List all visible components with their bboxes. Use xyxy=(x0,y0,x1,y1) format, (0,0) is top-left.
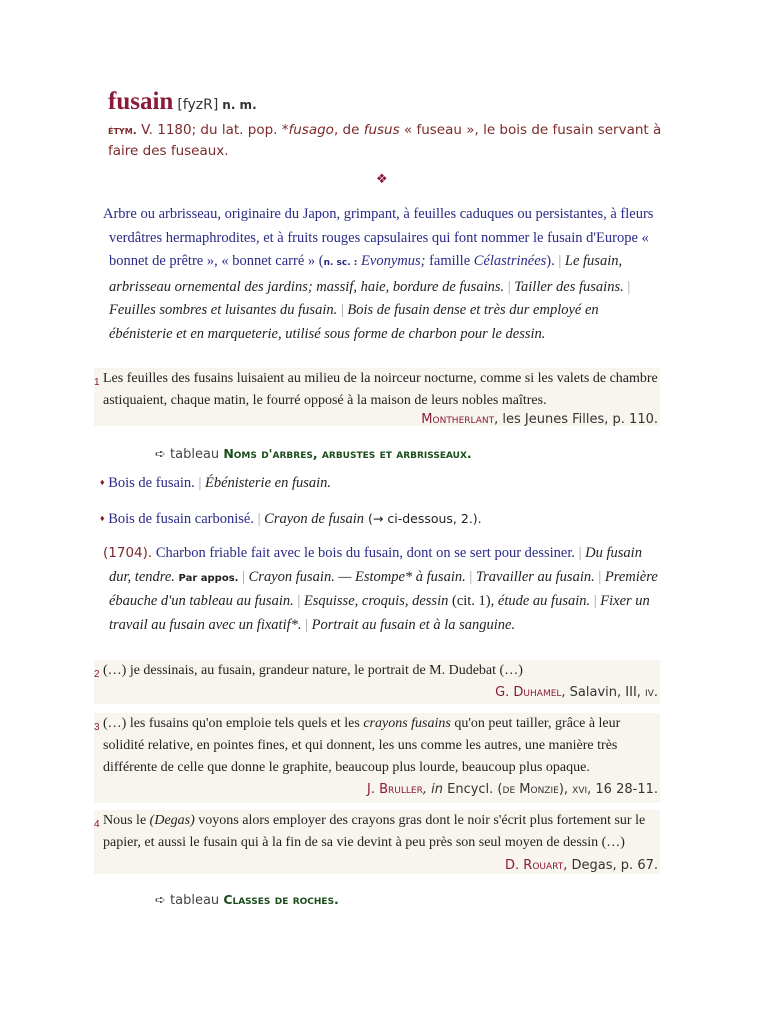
citation-text-part: voyons alors employer des crayons gras dont le noir s'écrit plus fortement sur le papier, et aussi le fusain qui à la fin de sa vie devint à peu près son seul moyen de dessin (…) xyxy=(103,813,646,850)
etymology-label: étym. xyxy=(108,124,137,137)
citation-text-part: qu'on peut tailler, grâce à leur solidité relative, en pointes fines, et qui donnent, les uns comme les autres, une manière très différente de celle que donne le graphite, beaucoup plus lourde, beaucoup plus opaque. xyxy=(103,716,621,775)
citation-work: de Monzie xyxy=(502,782,559,797)
example: Crayon de fusain xyxy=(264,511,365,527)
citation-text-part: Nous le xyxy=(103,813,150,828)
tableau-name[interactable]: Classes de roches. xyxy=(223,892,339,907)
cross-reference[interactable]: (→ ci-dessous, 2.). xyxy=(364,511,482,526)
cit-reference: (cit. 1), xyxy=(448,593,498,609)
citation-1 xyxy=(94,368,660,426)
etymology-date: V. 1180; du lat. pop. * xyxy=(141,122,289,138)
citation-number: 4 xyxy=(94,819,100,830)
example: Le fusain, arbrisseau ornemental des jardins; massif, haie, bordure de fusains. xyxy=(109,253,623,295)
scientific-name: Evonymus; xyxy=(361,253,426,269)
example: Portrait au fusain et à la sanguine. xyxy=(311,616,516,633)
citation-work: Encycl. ( xyxy=(442,782,503,797)
pronunciation: [fyzR] xyxy=(177,97,219,113)
sub-definition: Bois de fusain carbonisé. xyxy=(108,511,254,527)
citation-text xyxy=(94,713,660,779)
sub-definition: Bois de fusain. xyxy=(108,475,195,491)
etymology-text: « fuseau », le bois de fusain servant à faire des fuseaux. xyxy=(108,122,662,159)
citation-text xyxy=(94,810,660,854)
example: Fixer un travail au fusain avec un fixatif*. xyxy=(109,593,650,633)
citation-2 xyxy=(94,660,660,704)
tableau-link-2[interactable] xyxy=(155,892,339,908)
citation-number: 1 xyxy=(94,377,100,388)
citation-source xyxy=(421,409,658,431)
example: Travailler au fusain. xyxy=(475,568,595,585)
example: Ébénisterie en fusain. xyxy=(204,475,332,491)
example: Bois de fusain dense et très dur employé en ébénisterie et en marqueterie, utilisé sous forme de charbon pour le dessin. xyxy=(109,302,599,342)
sense-2-definition: Charbon friable fait avec le bois du fusain, dont on se sert pour dessiner. xyxy=(152,545,575,561)
citation-work: , Salavin, III, xyxy=(561,685,646,700)
citation-source xyxy=(505,855,658,877)
arrow-icon: ➪ xyxy=(155,447,166,462)
famille-label: famille xyxy=(425,253,474,269)
citation-number: 3 xyxy=(94,722,100,733)
citation-work: iv. xyxy=(645,685,658,700)
par-appos-label: Par appos. xyxy=(178,572,239,584)
sense-2: (1704). Charbon friable fait avec le bois du fusain, dont on se sert pour dessiner. | Du fusain dur, tendre. Par appos. | Crayon fusain. — Estompe* à fusain. | Travailler au fusain. | Première ébauche d'un tableau au fusain. | Esquisse, croquis, dessin (cit. 1), étude au fusain. | Fixer un travail au fusain avec un fixatif*. | Portrait au fusain et à la sanguine. xyxy=(103,545,658,633)
sense-1: Arbre ou arbrisseau, originaire du Japon, grimpant, à feuilles caduques ou persistantes, à fleurs verdâtres hermaphrodites, et à fruits rouges capsulaires qui font nommer le fusain d'Europe « bonnet de prêtre », « bonnet carré » (n. sc. : Evonymus; famille Célastrinées). | Le fusain, arbrisseau ornemental des jardins; massif, haie, bordure de fusains. | Tailler des fusains. | Feuilles sombres et luisantes du fusain. | Bois de fusain dense et très dur employé en ébénisterie et en marqueterie, utilisé sous forme de charbon pour le dessin. xyxy=(103,206,654,342)
citation-work: Degas, p. 67. xyxy=(567,858,658,873)
example: Esquisse, croquis, dessin xyxy=(303,593,449,609)
sub-sense-1: ♦ Bois de fusain. | Ébénisterie en fusain. xyxy=(100,475,332,491)
entry-header xyxy=(108,88,257,116)
sense-1-definition: Arbre ou arbrisseau, originaire du Japon, grimpant, à feuilles caduques ou persistantes, à fleurs verdâtres hermaphrodites, et à fruits rouges capsulaires qui font nommer le fusain d'Europe « bonnet de prêtre », « bonnet carré » ( xyxy=(103,206,654,269)
citation-source xyxy=(367,779,658,801)
citation-author: G. Duhamel xyxy=(495,685,562,700)
headword: fusain xyxy=(108,88,174,115)
family-name: Célastrinées xyxy=(473,253,547,269)
citation-text-part: (…) les fusains qu'on emploie tels quels et les xyxy=(103,716,364,731)
citation-text-italic: crayons fusains xyxy=(363,716,451,731)
tableau-name[interactable]: Noms d'arbres, arbustes et arbrisseaux. xyxy=(223,446,472,461)
nsc-label: n. sc. : xyxy=(323,258,358,268)
citation-author: D. Rouart, xyxy=(505,858,568,873)
citation-author: J. Bruller xyxy=(367,782,423,797)
ornament-icon: ❖ xyxy=(376,172,388,187)
arrow-icon: ➪ xyxy=(155,893,166,908)
citation-4 xyxy=(94,810,660,874)
example: Première ébauche d'un tableau au fusain. xyxy=(109,568,658,609)
citation-work: , les Jeunes Filles, p. 110. xyxy=(494,412,658,427)
etymology-fusago: fusago xyxy=(288,122,334,138)
citation-text-italic: (Degas) xyxy=(149,813,195,828)
example: Du fusain dur, tendre. xyxy=(109,545,642,585)
example: Tailler des fusains. xyxy=(514,278,624,295)
citation-text: (…) je dessinais, au fusain, grandeur nature, le portrait de M. Dudebat (…) xyxy=(103,663,523,678)
citation-author: Montherlant xyxy=(421,412,495,427)
citation-work: , 16 28-11. xyxy=(587,782,658,797)
etymology-text: , de xyxy=(333,122,364,138)
bullet-icon: ♦ xyxy=(100,513,105,523)
example: étude au fusain. xyxy=(497,593,591,609)
bullet-icon: ♦ xyxy=(100,477,105,487)
example: Feuilles sombres et luisantes du fusain. xyxy=(109,302,338,318)
citation-work: xvi xyxy=(572,782,588,797)
citation-number: 2 xyxy=(94,669,100,680)
grammatical-category: n. m. xyxy=(222,98,257,112)
citation-source xyxy=(495,682,658,704)
citation-text: Les feuilles des fusains luisaient au milieu de la noirceur nocturne, comme si les valets de chambre astiquaient, chaque matin, le fourré opposé à la maison de leurs nobles maîtres. xyxy=(103,371,658,408)
sub-sense-2: ♦ Bois de fusain carbonisé. | Crayon de fusain (→ ci-dessous, 2.). xyxy=(100,511,482,527)
etymology-fusus: fusus xyxy=(363,122,400,138)
citation-3 xyxy=(94,713,660,803)
tableau-link-1[interactable] xyxy=(155,446,472,462)
tableau-label: tableau xyxy=(165,893,224,908)
tableau-label: tableau xyxy=(165,447,224,462)
citation-in: , in xyxy=(422,782,443,797)
sense-1-close: ). xyxy=(546,253,555,269)
sense-2-date: (1704). xyxy=(103,545,153,561)
example: Crayon fusain. — Estompe* à fusain. xyxy=(248,568,466,585)
etymology xyxy=(108,120,668,161)
citation-work: ), xyxy=(558,782,573,797)
